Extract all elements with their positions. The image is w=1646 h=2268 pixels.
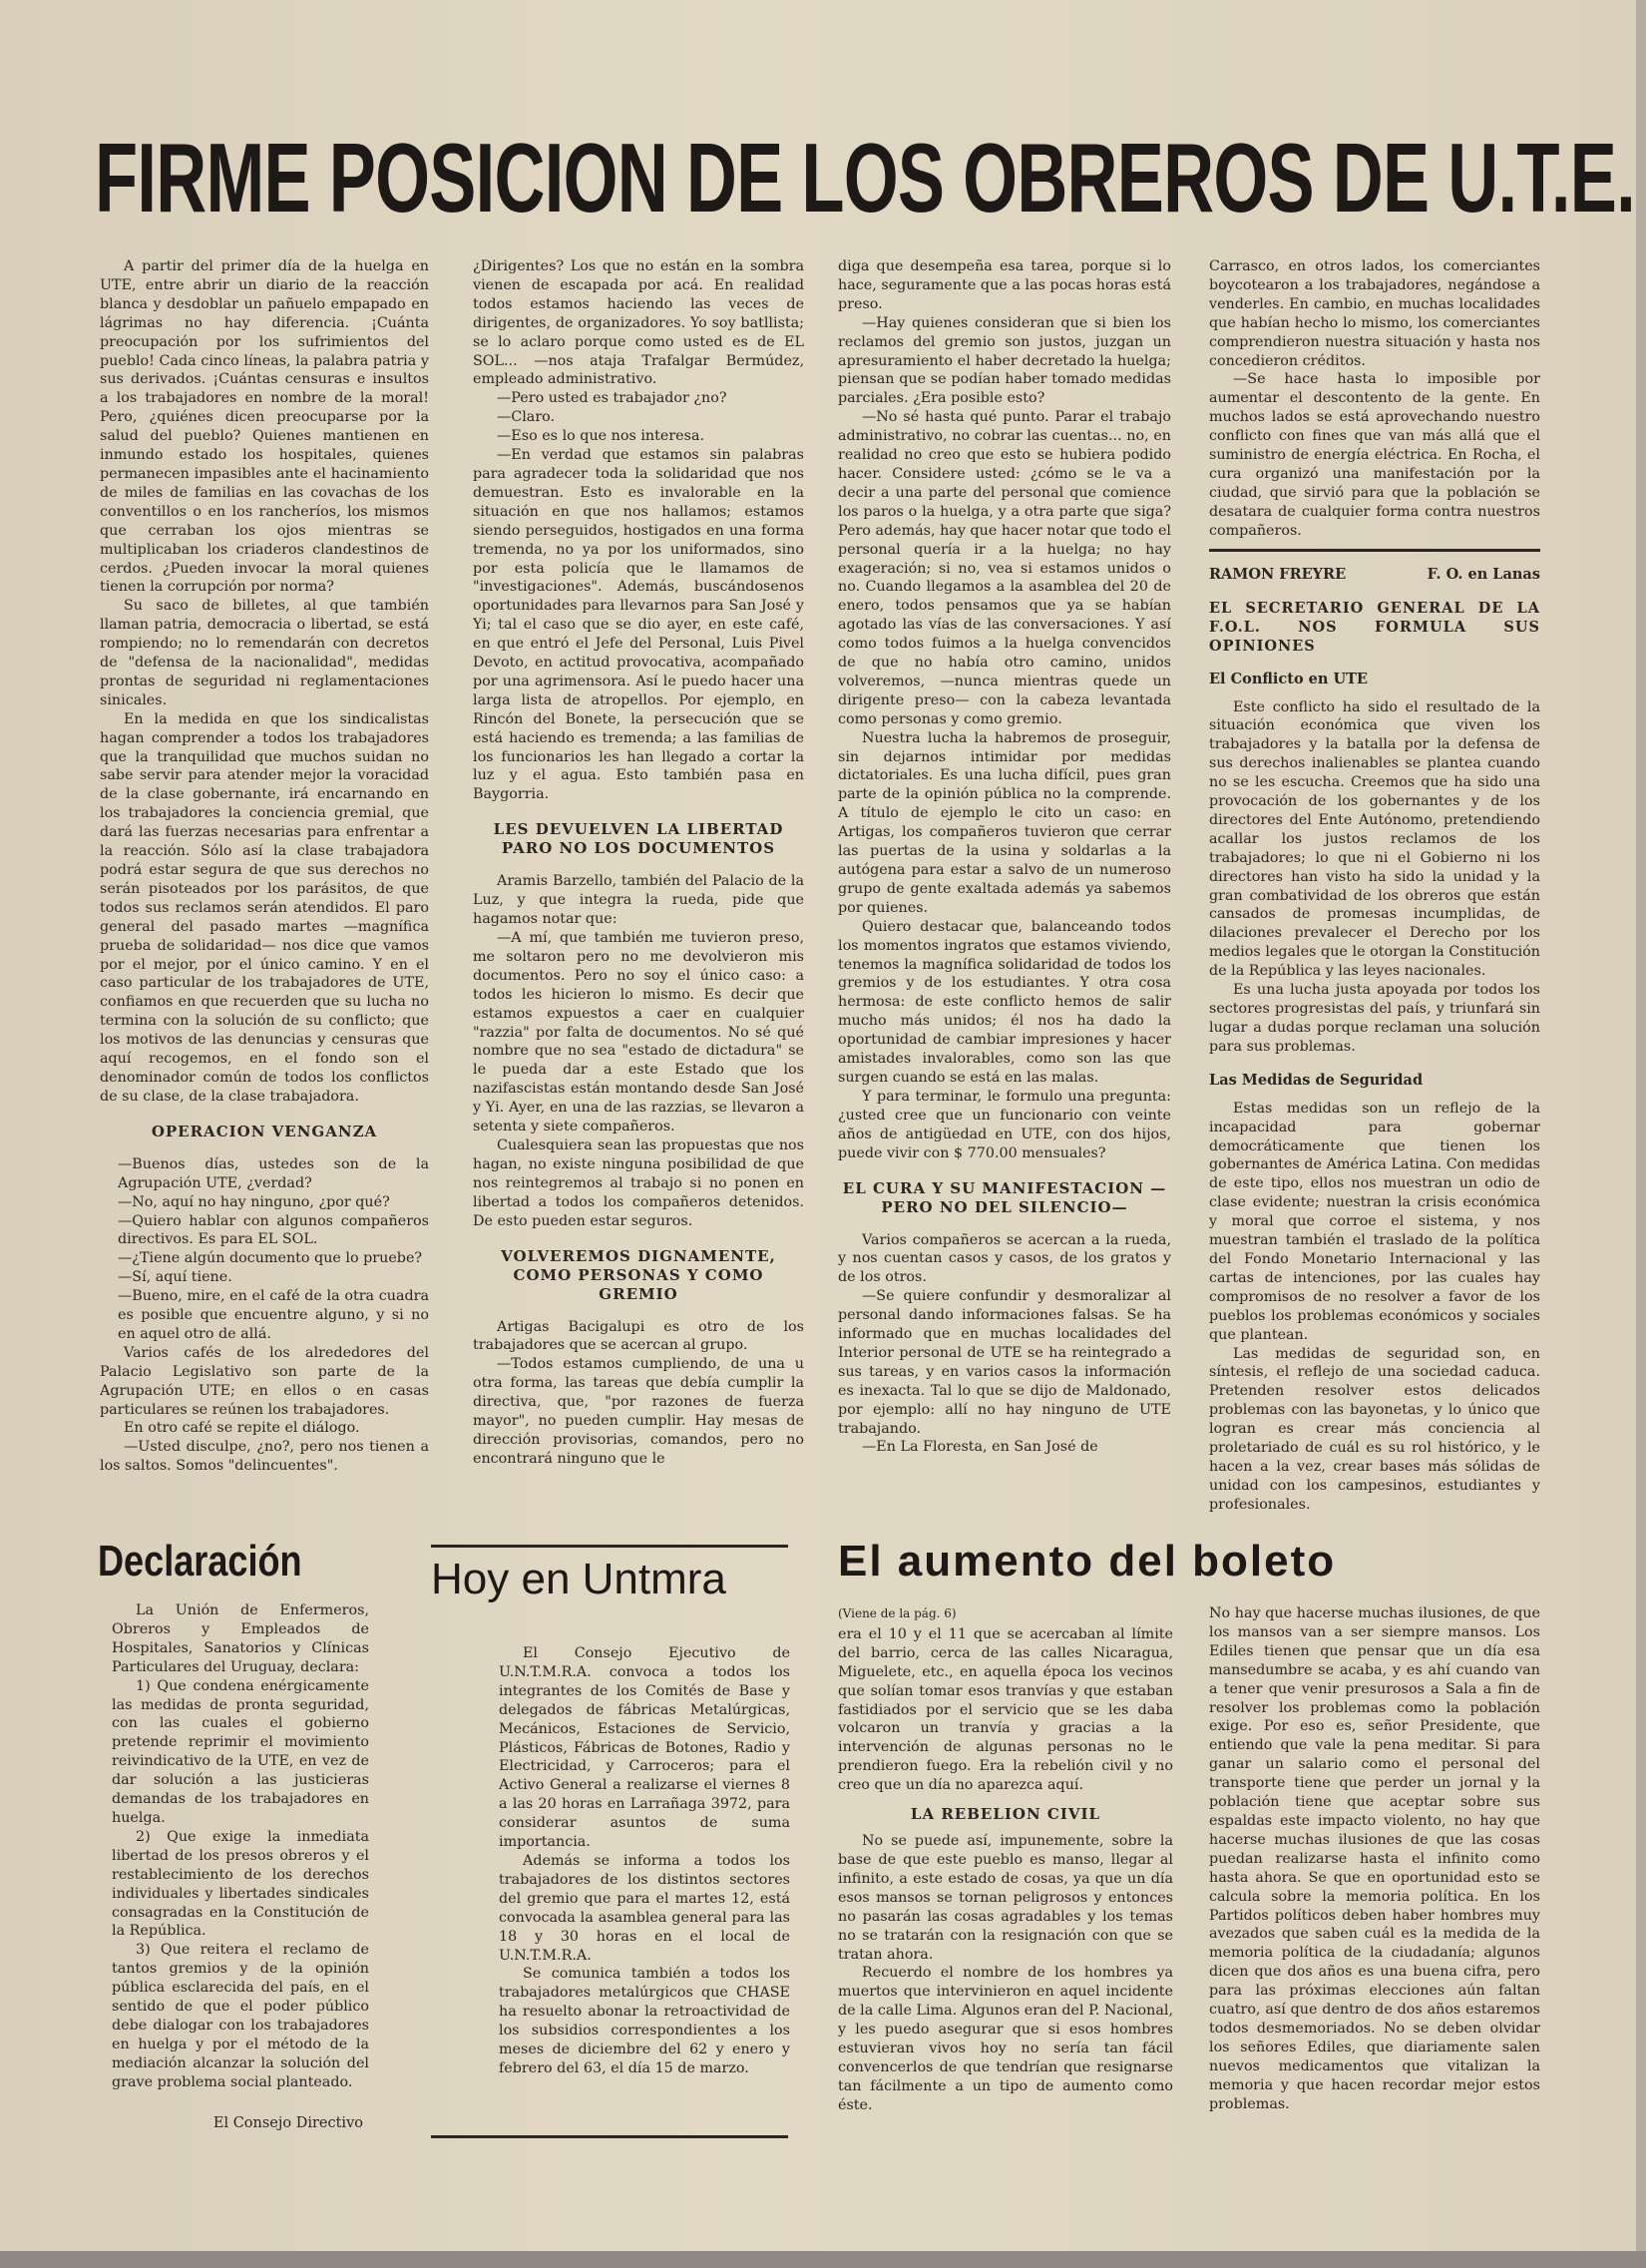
paragraph: Varios compañeros se acercan a la rueda, y nos cuentan casos y casos, de los gratos y de los otros.	[838, 1231, 1171, 1286]
paragraph: Recuerdo el nombre de los hombres ya muertos que intervinieron en aquel incidente de la calle Lima. Algunos eran del P. Nacional, y les puedo asegurar que si esos hombres estuvieran vivos hoy no sería tan fácil convencerlos de que tendrían que resignarse tan fácilmente a un tipo de aumento como éste.	[838, 1965, 1173, 2113]
paragraph: Este conflicto ha sido el resultado de la situación económica que viven los trabajadores y la batalla por la defensa de sus derechos inalienables se plantea cuando no se les escucha. Creemos que ha sido una provocación de los gobernantes y de los directores del Ente Autónomo, pretendiendo acallar los justos reclamos de los trabajadores; lo que ni el Gobierno ni los directores han visto ha sido la unidad y la gran combatividad de los obreros que están cansados de promesas incumplidas, de dilaciones prevalecer el Derecho por los medios legales que le otorgan la Constitución de la República y las leyes nacionales.	[1209, 698, 1540, 980]
paragraph: Se comunica también a todos los trabajadores metalúrgicos que CHASE ha resuelto abonar la retroactividad de los subsidios correspondientes a los meses de diciembre del 62 y enero y febrero del 63, el día 15 de marzo.	[499, 1966, 790, 2076]
declaracion-item: 2) Que exige la inmediata libertad de los presos obreros y el restablecimiento de los derechos individuales y libertades sindicales consagradas en la Constitución de la República.	[112, 1828, 369, 1940]
paragraph: El Consejo Ejecutivo de U.N.T.M.R.A. convoca a todos los integrantes de los Comités de Base y delegados de fábricas Metalúrgicas, Mecánicos, Estaciones de Servicio, Plásticos, Fábricas de Botones, Radio y Electricidad, y Carroceros; para el Activo General a realizarse el viernes 8 a las 20 horas en Larrañaga 3972, para considerar asuntos de suma importancia.	[499, 1645, 790, 1851]
dialog-line: —Quiero hablar con algunos compañeros directivos. Es para EL SOL.	[118, 1212, 429, 1248]
declaracion-signature: El Consejo Directivo	[212, 2114, 363, 2131]
declaracion-item: 1) Que condena enérgicamente las medidas de pronta seguridad, con las cuales el gobierno pretende reprimir el movimiento reivindicativo de la UTE, en vez de dar solución a las justicieras demandas de los trabajadores en huelga.	[112, 1677, 369, 1826]
untmra-top-rule	[431, 1545, 788, 1548]
article-column-4	[1209, 257, 1540, 1517]
declaracion-body	[112, 1601, 369, 2155]
paragraph: Estas medidas son un reflejo de la incapacidad para gobernar democráticamente que tienen los gobernantes de América Latina. Con medidas de este tipo, ellos nos muestran un odio de clase evidente; nuestran la crisis económica y moral que corroe el sistema, y nos muestran también el traslado de la política del Fondo Monetario Internacional y las cartas de intenciones, por las cuales hay compromisos de no resolver a favor de los pueblos los problemas económicos y sociales que plantean.	[1209, 1100, 1540, 1343]
paragraph: Además se informa a todos los trabajadores de los distintos sectores del gremio que para el martes 12, está convocada la asamblea general para las 18 y 30 horas en el local de U.N.T.M.R.A.	[499, 1852, 790, 1964]
paragraph: No se puede así, impunemente, sobre la base de que este pueblo es manso, llegar al infinito, a este estado de cosas, ya que un día esos mansos se tornan peligrosos y entonces no pasarán las cosas agradables y los temas no se tratarán con la resignación con que se tratan ahora.	[838, 1833, 1173, 1963]
signature-line	[1209, 566, 1540, 585]
paragraph: Quiero destacar que, balanceando todos los momentos ingratos que estamos viviendo, tenemos la magnífica solidaridad de todos los gremios y de los estudiantes. Y otra cosa hermosa: de este conflicto hemos de salir mucho más unidos; él nos ha dado la oportunidad de cambiar impresiones y hacer amistades invalorables, como son las que surgen cuando se está en las malas.	[838, 918, 1171, 1086]
paragraph: Es una lucha justa apoyada por todos los sectores progresistas del país, y triunfará sin lugar a dudas porque reclaman una solución para sus problemas.	[1209, 982, 1540, 1055]
viene-note: (Viene de la pág. 6)	[838, 1606, 957, 1620]
main-headline: FIRME POSICION DE LOS OBREROS DE U.T.E.	[95, 123, 1636, 232]
declaracion-title: Declaración	[98, 1537, 302, 1586]
paragraph: era el 10 y el 11 que se acercaban al límite del barrio, cerca de las calles Nicaragua, Miguelete, etc., en aquella época los vecinos que solían tomar esos tranvías y que estaban fastidiados por el servicio que se les daba volcaron un tranvía y gracias a la intervención de algunas personas no le prendieron fuego. Era la rebelión civil y no creo que un día no aparezca aquí.	[838, 1625, 1173, 1794]
paragraph: —Pero usted es trabajador ¿no?	[497, 390, 727, 407]
subhead-medidas: Las Medidas de Seguridad	[1209, 1071, 1424, 1089]
dialog-line: —Bueno, mire, en el café de la otra cuadra es posible que encuentre alguno, y si no en aquel otro de allá.	[118, 1288, 429, 1342]
col1-dialog	[100, 1155, 429, 1476]
paragraph: En otro café se repite el diálogo.	[124, 1420, 360, 1437]
signature-org: F. O. en Lanas	[1427, 565, 1540, 583]
article-column-2	[473, 257, 804, 1517]
paragraph: Carrasco, en otros lados, los comerciantes boycotearon a los trabajadores, negándose a venderles. En cambio, en muchas localidades que habían hecho lo mismo, los comerciantes comprendieron nuestra situación y hasta nos concedieron créditos.	[1209, 258, 1540, 369]
paragraph: —Usted disculpe, ¿no?, pero nos tienen a los saltos. Somos "delincuentes".	[100, 1439, 429, 1475]
scan-edge-right	[1636, 0, 1646, 2251]
paragraph: —Claro.	[497, 409, 556, 426]
paragraph: Y para terminar, le formulo una pregunta: ¿usted cree que un funcionario con veinte años de antigüedad en UTE, con dos hijos, puede vivir con $ 770.00 mensuales?	[838, 1088, 1171, 1161]
paragraph: —En verdad que estamos sin palabras para agradecer toda la solidaridad que nos demuestran. Esto es invalorable en la situación en que nos hallamos; estamos siendo perseguidos, hostigados en una forma tremenda, no ya por los uniformados, sino por esta policía que le llamamos de "investigaciones". Además, buscándosenos oportunidades para llevarnos para San José y Yi; tal el caso que se dio ayer, en este café, en que entró el Jefe del Personal, Luis Pivel Devoto, en actitud provocativa, acompañado por una agrimensora. Así le puedo hacer una larga lista de atropellos. Por ejemplo, en Rincón del Bonete, la persecución que se está haciendo es tremenda; a las familias de los funcionarios les han llegado a cortar la luz y el agua. Esto también pasa en Baygorria.	[473, 447, 804, 803]
dialog-line: —¿Tiene algún documento que lo pruebe?	[118, 1250, 423, 1267]
subhead-les-devuelven: LES DEVUELVEN LA LIBERTAD PARO NO LOS DOCUMENTOS	[493, 820, 784, 858]
paragraph: En la medida en que los sindicalistas hagan comprender a todos los trabajadores que la tranquilidad que muchos suidan no sabe servir para atender mejor la voracidad de la clase gobernante, irá encarnando en los trabajadores la conciencia gremial, que dará las fuerzas necesarias para enfrentar a la reacción. Sólo así la clase trabajadora podrá estar segura de que sus derechos no serán pisoteados por los parásitos, de que todos sus reclamos serán atendidos. El paro general del pasado martes —magnífica prueba de solidaridad— nos dice que vamos por el mejor, por el único camino. Y en el caso particular de los trabajadores de UTE, confiamos en que recuerden que su lucha no termina con la solución de su conflicto; que los motivos de las denuncias y censuras que aquí recogemos, en el fondo son el denominador común de todos los conflictos de su clase, de la clase trabajadora.	[100, 710, 429, 1105]
paragraph: —Todos estamos cumpliendo, de una u otra forma, las tareas que debía cumplir la directiva, que, "por razones de fuerza mayor", no pueden cumplir. Hay mesas de dirección provisorias, comandos, pero no encontrará ninguno que le	[473, 1356, 804, 1467]
subhead-secretario: EL SECRETARIO GENERAL DE LA F.O.L. NOS FORMULA SUS OPINIONES	[1209, 599, 1540, 655]
paragraph: —No sé hasta qué punto. Parar el trabajo administrativo, no cobrar las cuentas... no, en realidad no creo que esto se hubiera podido hacer. Considere usted: ¿cómo se le va a decir a una parte del personal que comience los paros o la huelga, y a otra parte que siga? Pero además, hay que hacer notar que todo el personal quería ir a la huelga; no hay exageración; si no, vea si estamos unidos o no. Cuando llegamos a la asamblea del 20 de enero, todos pensamos que ya se habían agotado las vías de las conversaciones. Y así como todos fuimos a la huelga convencidos de que no había otro camino, unidos volveremos, —nunca mientras quede un dirigente preso— con la cabeza levantada como personas y como gremio.	[838, 409, 1171, 727]
paragraph: Varios cafés de los alrededores del Palacio Legislativo son parte de la Agrupación UTE; en ellos o en casas particulares se reúnen los trabajadores.	[100, 1344, 429, 1418]
untmra-title: Hoy en Untmra	[431, 1555, 726, 1603]
untmra-body	[499, 1644, 790, 2118]
paragraph: —Se hace hasta lo imposible por aumentar el descontento de la gente. En muchos lados se está aprovechando nuestro conflicto con fines que van más allá que el suministro de energía eléctrica. En Rocha, el cura organizó una manifestación por la ciudad, que sirvió para que la población se desatara de cualquier forma contra nuestros compañeros.	[1209, 371, 1540, 539]
paragraph: Cualesquiera sean las propuestas que nos hagan, no existe ninguna posibilidad de que nos reintegremos al trabajo si no ponen en libertad a todos los compañeros detenidos. De esto pueden estar seguros.	[473, 1136, 804, 1229]
subhead-el-cura: EL CURA Y SU MANIFESTACION —PERO NO DEL SILENCIO—	[842, 1178, 1167, 1216]
scan-edge-bottom	[0, 2251, 1646, 2268]
dialog-line: —No, aquí no hay ninguno, ¿por qué?	[118, 1193, 390, 1210]
subhead-conflicto: El Conflicto en UTE	[1209, 670, 1368, 687]
paragraph: —Hay quienes consideran que si bien los reclamos del gremio son justos, juzgan un apresuramiento el haber decretado la huelga; piensan que se podían haber tomado medidas parciales. ¿Era posible esto?	[838, 314, 1171, 407]
signature-name: RAMON FREYRE	[1209, 565, 1347, 583]
paragraph: Su saco de billetes, al que también llaman patria, democracia o libertad, se está rompiendo; no lo remendarán con decretos de "defensa de la nacionalidad", medidas prontas de seguridad ni reglamentaciones sinicales.	[100, 598, 429, 708]
subhead-operacion-venganza: OPERACION VENGANZA	[151, 1122, 378, 1140]
untmra-bottom-rule	[431, 2135, 788, 2138]
subhead-volveremos: VOLVEREMOS DIGNAMENTE, COMO PERSONAS Y COMO GREMIO	[501, 1246, 776, 1303]
article-column-3	[838, 257, 1171, 1517]
declaracion-item: 3) Que reitera el reclamo de tantos gremios y de la opinión pública esclarecida del país, en el sentido de que el poder público debe dialogar con los trabajadores en huelga y por el método de la mediación alcanzar la solución del grave problema social planteado.	[112, 1942, 369, 2090]
paragraph: No hay que hacerse muchas ilusiones, de que los mansos van a ser siempre mansos. Los Ediles tienen que pensar que un día esa mansedumbre se acaba, y es ahí cuando van a tener que venir presurosos a Sala a fin de resolver los problemas como la población exige. Por eso es, señor Presidente, que entiendo que vale la pena meditar. Si para ganar un salario como el personal del transporte tiene que perder un jornal y la población tiene que aceptar sobre sus espaldas este impacto violento, no hay que hacerse muchas ilusiones de que las cosas puedan realizarse hasta el infinito como hasta ahora. Se que en oportunidad esto se calcula sobre la memoria política. En los Partidos políticos deben haber hombres muy avezados que saben cuál es la medida de la memoria política de la ciudadanía; algunos dicen que dos años es una buena cifra, pero para las próximas elecciones aún faltan cuatro, así que dentro de dos años estaremos todos desmemoriados. No se deben olvidar los señores Ediles, que diariamente salen nuevos medicamentos que vitalizan la memoria y que hacen recordar mejor estos problemas.	[1209, 1605, 1540, 2112]
paragraph: —Se quiere confundir y desmoralizar al personal dando informaciones falsas. Se ha informado que en muchas localidades del Interior personal de UTE se ha reintegrado a sus tareas, y en varios casos la información es inexacta. Tal lo que se dijo de Maldonado, por ejemplo: allí no hay ninguno de UTE trabajando.	[838, 1288, 1171, 1437]
boleto-title: El aumento del boleto	[838, 1537, 1337, 1586]
boleto-column-1	[838, 1604, 1173, 2163]
paragraph: Artigas Bacigalupi es otro de los trabajadores que se acercan al grupo.	[473, 1318, 804, 1354]
paragraph: ¿Dirigentes? Los que no están en la sombra vienen de escapada por acá. En realidad todos estamos haciendo las veces de dirigentes, de organizadores. Yo soy batllista; se lo aclaro porque como usted es de EL SOL... —nos ataja Trafalgar Bermúdez, empleado administrativo.	[473, 258, 804, 388]
paragraph: La Unión de Enfermeros, Obreros y Empleados de Hospitales, Sanatorios y Clínicas Particulares del Uruguay, declara:	[112, 1602, 369, 1675]
paragraph: —Eso es lo que nos interesa.	[497, 428, 705, 445]
paragraph: —En La Floresta, en San José de	[862, 1439, 1098, 1456]
dialog-line: —Sí, aquí tiene.	[118, 1269, 232, 1286]
article-column-1	[100, 257, 429, 1517]
paragraph: —A mí, que también me tuvieron preso, me soltaron pero no me devolvieron mis documentos. Pero no soy el único caso: a todos les hicieron lo mismo. Es decir que estamos expuestos a caer en cualquier "razzia" por falta de documentos. No sé qué nombre que no sea "estado de dictadura" se le pueda dar a este Estado que los nazifascistas están montando desde San José y Yi. Ayer, en una de las razzias, se llevaron a setenta y siete compañeros.	[473, 930, 804, 1135]
paragraph: Las medidas de seguridad son, en síntesis, el reflejo de una sociedad caduca. Pretenden resolver estos delicados problemas con las bayonetas, y lo único que logran es crear más conciencia al proletariado de cuál es su rol histórico, y le hacen a la vez, crear bases más sólidas de unidad con los campesinos, estudiantes y profesionales.	[1209, 1345, 1540, 1513]
boleto-column-2	[1209, 1604, 1540, 2163]
paragraph: A partir del primer día de la huelga en UTE, entre abrir un diario de la reacción blanca y desdoblar un pañuelo empapado en lágrimas no hay diferencia. ¡Cuánta preocupación por los sufrimientos del pueblo! Cada cinco líneas, la palabra patria y sus derivados. ¡Cuántas censuras e insultos a los trabajadores en nombre de la moral! Pero, ¿quiénes dicen preocuparse por la salud del pueblo? Quienes mantienen en inmundo estado los hospitales, quienes permanecen impasibles ante el hacinamiento de miles de familias en las covachas de los conventillos o en los rancheríos, los mismos que cerraban los ojos mientras se multiplicaban los criaderos clandestinos de cerdos. ¿Pueden invocar la moral quienes tienen la corrupción por norma?	[100, 258, 429, 596]
paragraph: Aramis Barzello, también del Palacio de la Luz, y que integra la rueda, pide que hagamos notar que:	[473, 873, 804, 928]
dialog-line: —Buenos días, ustedes son de la Agrupación UTE, ¿verdad?	[118, 1155, 429, 1191]
col1-intro	[100, 257, 429, 1107]
paragraph: Nuestra lucha la habremos de proseguir, sin dejarnos intimidar por medidas dictatoriales. Es una lucha difícil, pues gran parte de la opinión pública no la comprende. A título de ejemplo le cito un caso: en Artigas, los compañeros tuvieron que cerrar las puertas de la usina y soldarlas a la autógena para estar a salvo de un numeroso grupo de gente exaltada además ya sabemos por quienes.	[838, 729, 1171, 916]
divider	[1209, 549, 1540, 552]
subhead-rebelion-civil: LA REBELION CIVIL	[910, 1805, 1101, 1824]
paragraph: diga que desempeña esa tarea, porque si lo hace, seguramente que a las pocas horas está preso.	[838, 258, 1171, 312]
